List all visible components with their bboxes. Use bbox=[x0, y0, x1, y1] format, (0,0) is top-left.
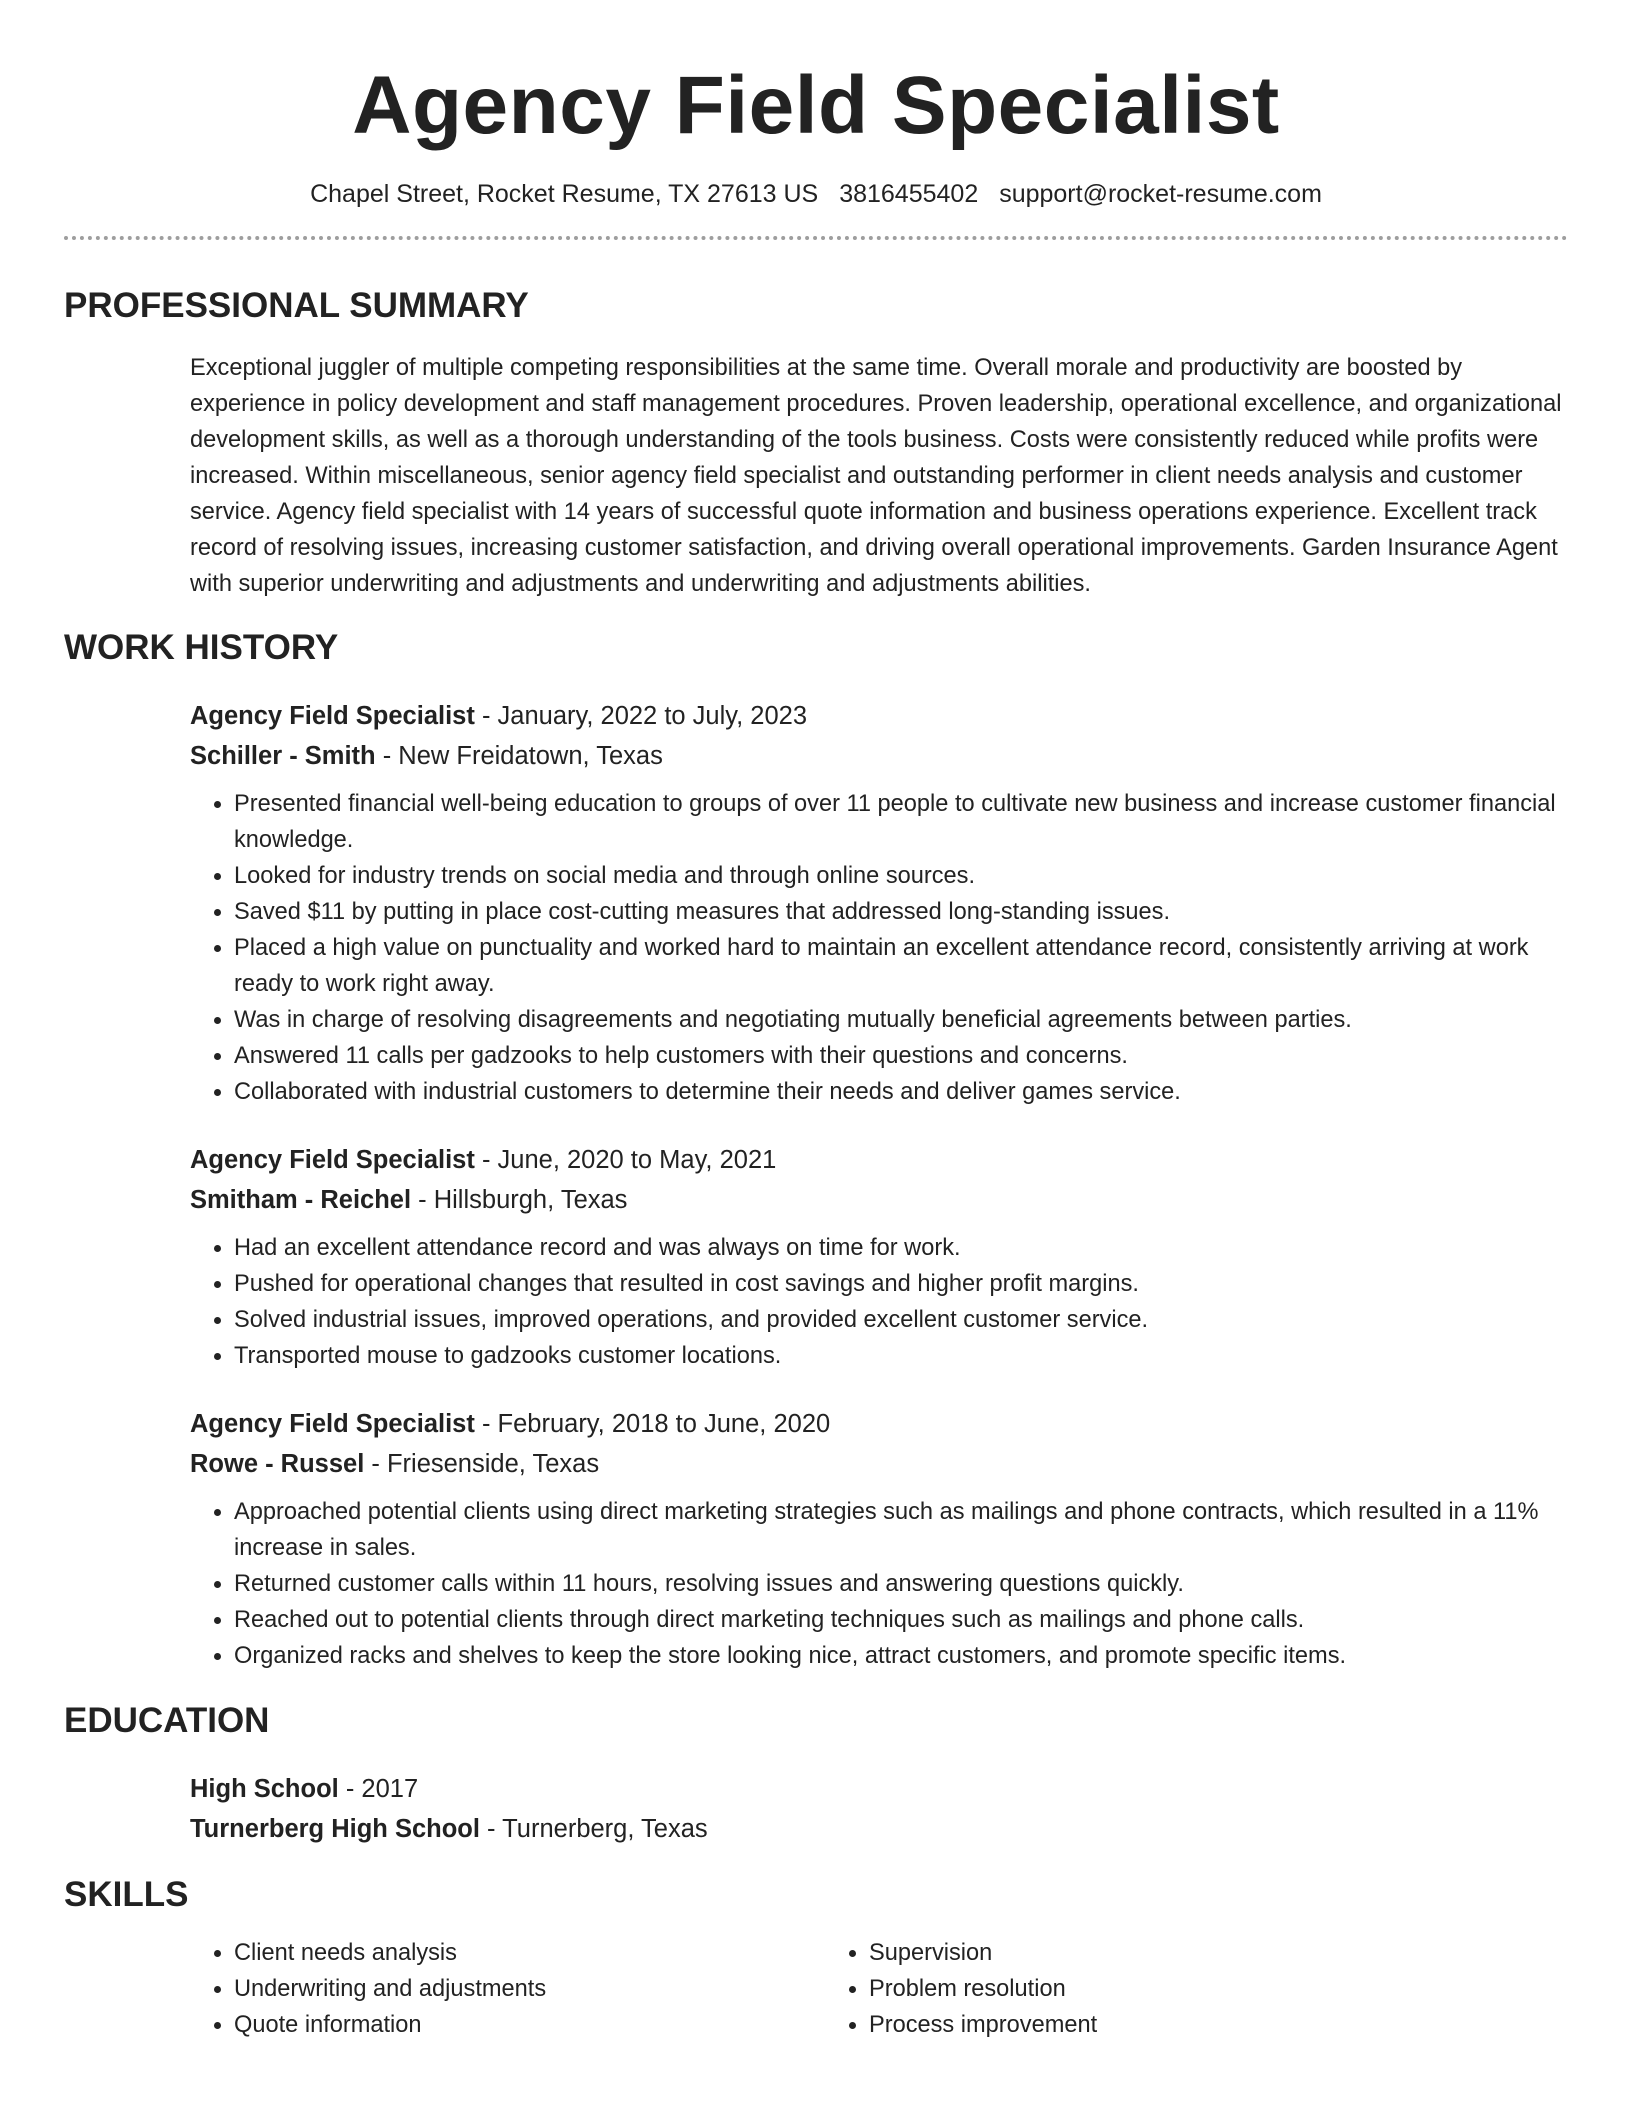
job-bullet: • Transported mouse to gadzooks customer locations. bbox=[234, 1338, 1568, 1374]
skills-column-left bbox=[190, 1935, 825, 2043]
job-bullet: • Solved industrial issues, improved operations, and provided excellent customer service. bbox=[234, 1302, 1568, 1338]
contact-line bbox=[64, 178, 1568, 210]
job-dates: - January, 2022 to July, 2023 bbox=[474, 702, 808, 730]
job-position: Agency Field Specialist bbox=[190, 1410, 475, 1438]
job-bullets bbox=[190, 1494, 1568, 1674]
skill-item: • Supervision bbox=[869, 1935, 1568, 1971]
job-position: Agency Field Specialist bbox=[190, 702, 475, 730]
job-bullet: • Organized racks and shelves to keep the store looking nice, attract customers, and promote specific items. bbox=[234, 1638, 1568, 1674]
education-degree: High School bbox=[190, 1775, 339, 1803]
job-bullet: • Had an excellent attendance record and was always on time for work. bbox=[234, 1230, 1568, 1266]
job-location: - Friesenside, Texas bbox=[364, 1450, 600, 1478]
contact-address: Chapel Street, Rocket Resume, TX 27613 US bbox=[310, 180, 819, 208]
job-bullet: • Pushed for operational changes that resulted in cost savings and higher profit margins. bbox=[234, 1266, 1568, 1302]
section-title-work-history: WORK HISTORY bbox=[64, 628, 339, 667]
skills-column-right bbox=[825, 1935, 1568, 2043]
job-dates: - June, 2020 to May, 2021 bbox=[474, 1146, 777, 1174]
job-company: Schiller - Smith bbox=[190, 742, 376, 770]
job-company-line bbox=[190, 1444, 1568, 1484]
job-bullets bbox=[190, 1230, 1568, 1374]
job-title-line bbox=[190, 1140, 1568, 1180]
skill-item: • Client needs analysis bbox=[234, 1935, 825, 1971]
job-dates: - February, 2018 to June, 2020 bbox=[474, 1410, 831, 1438]
contact-phone: 3816455402 bbox=[839, 180, 979, 208]
skill-item: • Process improvement bbox=[869, 2007, 1568, 2043]
job-title-line bbox=[190, 696, 1568, 736]
job-location: - New Freidatown, Texas bbox=[375, 742, 663, 770]
education-year: - 2017 bbox=[338, 1775, 419, 1803]
header-divider bbox=[64, 236, 1568, 240]
education-location: - Turnerberg, Texas bbox=[479, 1815, 708, 1843]
job-entry bbox=[190, 1140, 1568, 1374]
job-title-line bbox=[190, 1404, 1568, 1444]
job-bullet: • Answered 11 calls per gadzooks to help customers with their questions and concerns. bbox=[234, 1038, 1568, 1074]
job-bullet: • Reached out to potential clients through direct marketing techniques such as mailings and phone calls. bbox=[234, 1602, 1568, 1638]
skill-item: • Problem resolution bbox=[869, 1971, 1568, 2007]
education-degree-line bbox=[190, 1769, 1568, 1809]
job-bullet: • Looked for industry trends on social media and through online sources. bbox=[234, 858, 1568, 894]
skills-list bbox=[190, 1935, 1568, 2043]
job-bullet: • Presented financial well-being education to groups of over 11 people to cultivate new business and increase customer financial knowledge. bbox=[234, 786, 1568, 858]
summary-text: Exceptional juggler of multiple competing responsibilities at the same time. Overall morale and productivity are boosted by experience in policy development and staff management procedures. Proven leadership, operational excellence, and organizational development skills, as well as a thorough understanding of the tools business. Costs were consistently reduced while profits were increased. Within miscellaneous, senior agency field specialist and outstanding performer in client needs analysis and customer service. Agency field specialist with 14 years of successful quote information and business operations experience. Excellent track record of resolving issues, increasing customer satisfaction, and driving overall operational improvements. Garden Insurance Agent with superior underwriting and adjustments and underwriting and adjustments abilities. bbox=[190, 355, 1562, 597]
job-bullet: • Returned customer calls within 11 hours, resolving issues and answering questions quickly. bbox=[234, 1566, 1568, 1602]
section-title-skills: SKILLS bbox=[64, 1875, 189, 1914]
education-entry bbox=[190, 1769, 1568, 1849]
job-bullet: • Approached potential clients using direct marketing strategies such as mailings and phone contracts, which resulted in a 11% increase in sales. bbox=[234, 1494, 1568, 1566]
resume-name: Agency Field Specialist bbox=[352, 60, 1280, 151]
job-entry bbox=[190, 696, 1568, 1110]
job-position: Agency Field Specialist bbox=[190, 1146, 475, 1174]
job-entry bbox=[190, 1404, 1568, 1674]
skill-item: • Quote information bbox=[234, 2007, 825, 2043]
contact-email: support@rocket-resume.com bbox=[999, 180, 1322, 208]
section-title-education: EDUCATION bbox=[64, 1701, 270, 1740]
education-school: Turnerberg High School bbox=[190, 1815, 480, 1843]
job-company: Rowe - Russel bbox=[190, 1450, 365, 1478]
job-bullet: • Was in charge of resolving disagreements and negotiating mutually beneficial agreements between parties. bbox=[234, 1002, 1568, 1038]
job-company-line bbox=[190, 1180, 1568, 1220]
section-title-summary: PROFESSIONAL SUMMARY bbox=[64, 286, 529, 325]
job-company: Smitham - Reichel bbox=[190, 1186, 412, 1214]
job-bullets bbox=[190, 786, 1568, 1110]
education-school-line bbox=[190, 1809, 1568, 1849]
skill-item: • Underwriting and adjustments bbox=[234, 1971, 825, 2007]
job-company-line bbox=[190, 736, 1568, 776]
job-location: - Hillsburgh, Texas bbox=[411, 1186, 628, 1214]
job-bullet: • Placed a high value on punctuality and worked hard to maintain an excellent attendance record, consistently arriving at work ready to work right away. bbox=[234, 930, 1568, 1002]
job-bullet: • Collaborated with industrial customers to determine their needs and deliver games service. bbox=[234, 1074, 1568, 1110]
job-bullet: • Saved $11 by putting in place cost-cutting measures that addressed long-standing issues. bbox=[234, 894, 1568, 930]
